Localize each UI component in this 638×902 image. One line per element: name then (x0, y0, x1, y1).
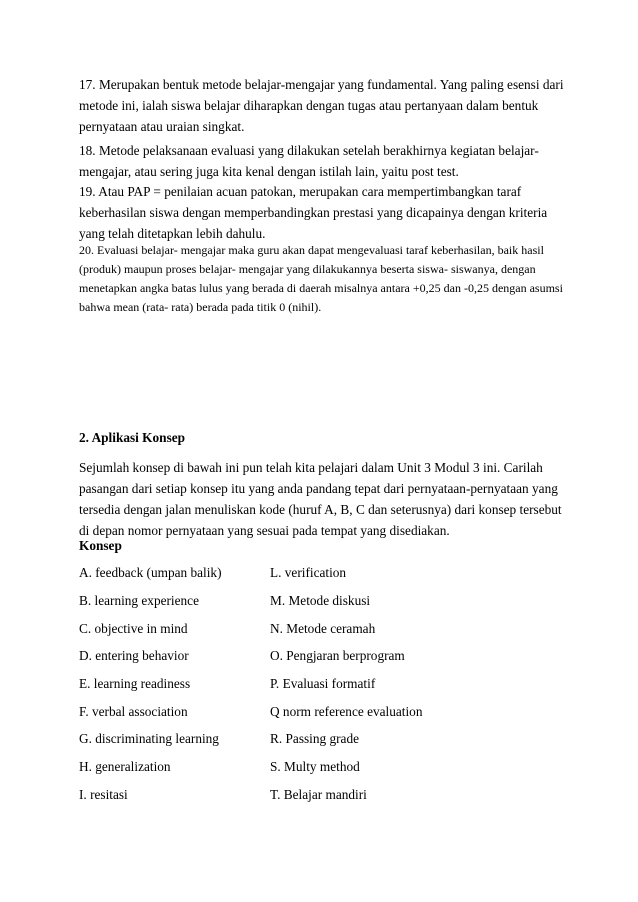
concept-item: H. generalization (79, 759, 171, 774)
concept-item: A. feedback (umpan balik) (79, 565, 222, 580)
statement-option: S. Multy method (270, 759, 360, 774)
statement-option: M. Metode diskusi (270, 593, 371, 608)
statement-option: N. Metode ceramah (270, 621, 376, 636)
statement-option: L. verification (270, 565, 347, 580)
concept-item: F. verbal association (79, 704, 188, 719)
statement-18: 18. Metode pelaksanaan evaluasi yang dilakukan setelah berakhirnya kegiatan belajar-mengajar, atau sering juga kita kenal dengan istilah lain, yaitu post test. (79, 143, 539, 179)
concept-item: B. learning experience (79, 593, 199, 608)
section-instruction: Sejumlah konsep di bawah ini pun telah kita pelajari dalam Unit 3 Modul 3 ini. Carilah pasangan dari setiap konsep itu yang anda pandang tepat dari pernyataan-pernyataan yang tersedia dengan jalan menuliskan kode (huruf A, B, C dan seterusnya) dari konsep tersebut di depan nomor pernyataan yang sesuai pada tempat yang disediakan. (79, 460, 562, 538)
statement-option: Q norm reference evaluation (270, 704, 423, 719)
statement-19: 19. Atau PAP = penilaian acuan patokan, merupakan cara mempertimbangkan taraf keberhasilan siswa dengan memperbandingkan prestasi yang dicapainya dengan kriteria yang telah ditetapkan lebih dahulu. (79, 184, 548, 241)
concepts-label: Konsep (79, 538, 122, 553)
concept-item: D. entering behavior (79, 648, 189, 663)
concept-item: E. learning readiness (79, 676, 191, 691)
statement-option: T. Belajar mandiri (270, 787, 367, 802)
concept-item: G. discriminating learning (79, 731, 219, 746)
statement-20: 20. Evaluasi belajar- mengajar maka guru akan dapat mengevaluasi taraf keberhasilan, baik hasil (produk) maupun proses belajar- mengajar yang dilakukannya beserta siswa- siswanya, dengan menetapkan angka batas lulus yang berada di daerah misalnya antara +0,25 dan -0,25 dengan asumsi bahwa mean (rata- rata) berada pada titik 0 (nihil). (79, 243, 563, 314)
statement-17: 17. Merupakan bentuk metode belajar-mengajar yang fundamental. Yang paling esensi dari metode ini, ialah siswa belajar diharapkan dengan tugas atau pertanyaan dalam bentuk pernyataan atau uraian singkat. (79, 77, 564, 134)
section-heading: 2. Aplikasi Konsep (79, 430, 186, 445)
statement-option: R. Passing grade (270, 731, 360, 746)
concept-item: I. resitasi (79, 787, 128, 802)
concept-item: C. objective in mind (79, 621, 188, 636)
statement-option: O. Pengjaran berprogram (270, 648, 405, 663)
statement-option: P. Evaluasi formatif (270, 676, 376, 691)
